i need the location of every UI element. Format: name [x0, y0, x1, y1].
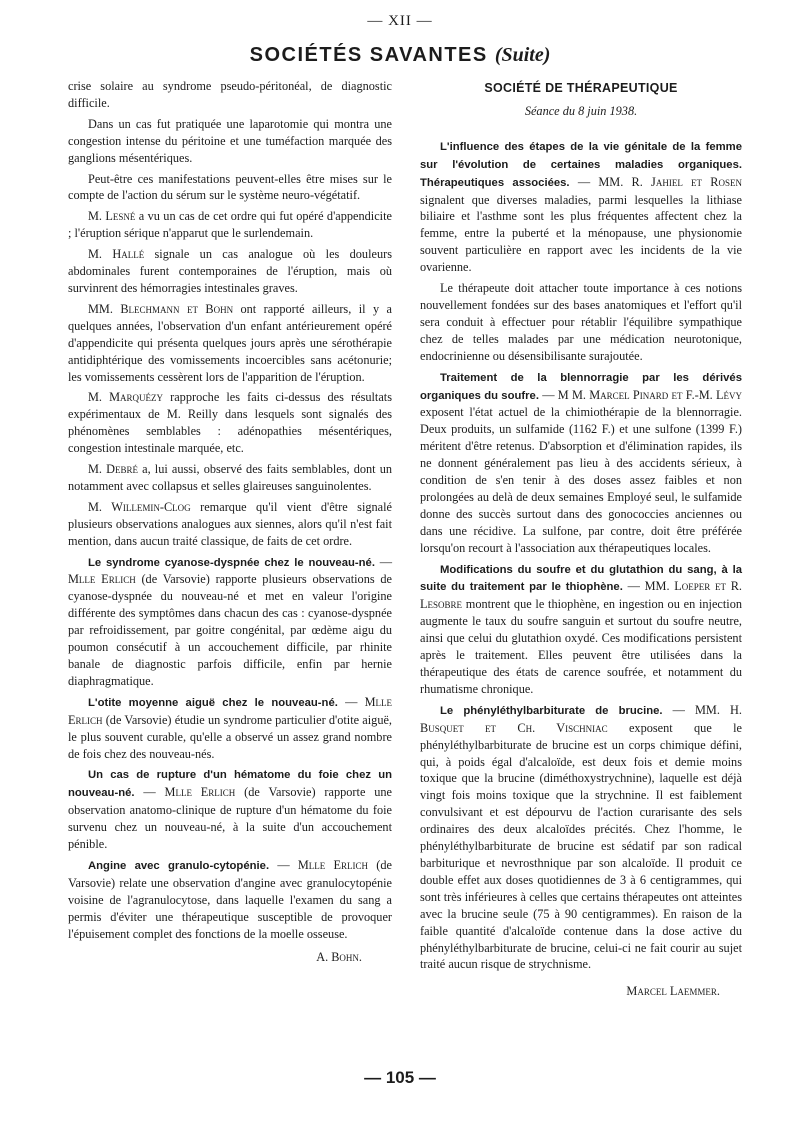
page-folio-roman: — XII — [367, 13, 433, 29]
author-name: MM. H. Busquet et Ch. Vischniac [420, 702, 742, 735]
paragraph-text: a vu un cas de cet ordre qui fut opéré d'appendicite ; l'éruption sérique n'apparut que le surlendemain. [68, 209, 392, 241]
paragraph-text: signale un cas analogue où les douleurs abdominales furent contemporaines de l'éruption, mais où survinrent des hémorragies intestinales graves. [68, 247, 392, 295]
paragraph-text: exposent l'état actuel de la chimiothérapie de la blennorragie. Deux produits, un sulfamide (1162 F.) et une sulfone (1399 F.) méritent d'être retenus. D'absorption et d'élimination rapides, ils ne donnent généralement pas lieu à des accidents sérieux, à condition de s'en tenir à des doses assez faibles et non prolongées au delà de deux semaines Employé seul, le sulfamide donne des succès surtout dans des gonococcies anciennes ou dans une récidive. La sulfone, par contre, doit être préférée lorsqu'on recourt à l'association aux thérapeutiques locales. [420, 405, 742, 555]
paragraph: Le thérapeute doit attacher toute importance à ces notions nouvellement fondées sur des bases anatomiques et l'effort qu'il sera conduit à effectuer pour rétablir l'équilibre sympathique chez de telles malades par une médication neurotonique, endocrinienne ou désensibilisante surajoutée. [420, 281, 742, 363]
session-date: Séance du 8 juin 1938. [524, 103, 638, 118]
communication-title: Un cas de rupture d'un hématome du foie chez un nouveau-né. [68, 769, 392, 800]
paragraph [68, 389, 392, 457]
society-heading: SOCIÉTÉ DE THÉRAPEUTIQUE [484, 81, 678, 95]
author-name: Mlle Erlich [297, 857, 369, 872]
communication: Modifications du soufre et du glutathion du sang, à la suite du traitement par le thiophène. — MM. Loeper et R. Lesobre montrent que le thiophène, en ingestion ou en injection augmente le taux du soufre sanguin et surtout du soufre neutre, ainsi que celui du glutathion oxydé. Ces modifications persistent après le traitement. Elles peuvent être utilisées dans la thérapeutique des états de carence soufrée, et notamment du rhumatisme chronique. [420, 563, 742, 696]
author-name: Mlle Erlich [164, 785, 236, 800]
author-name: MM. R. Jahiel et Rosen [598, 174, 742, 189]
paragraph-text: (de Varsovie) rapporte plusieurs observations de cyanose-dyspnée du nouveau-né et met en valeur l'origine différente des symptômes dans chacun des cas : cyanose-dyspnée par refroidissement, par goitre congénital, par œdème aigu du poumon consécutif à un accouchement difficile, par rhinite banale de diagnostic parfois difficile, enfin par hernie diaphragmatique. [68, 572, 392, 688]
paragraph: Peut-être ces manifestations peuvent-elles être mises sur le compte de l'action du sérum sur le système neuro-végétatif. [68, 171, 392, 203]
paragraph-text: montrent que le thiophène, en ingestion ou en injection augmente le taux du soufre sanguin et surtout du soufre neutre, ainsi que celui du glutathion oxydé. Ces modifications persistent après le traitement. Elles peuvent être utilisées dans la thérapeutique des états de carence soufrée, et notamment du rhumatisme chronique. [420, 597, 742, 696]
author-name: M. Willemin-Clog [88, 499, 191, 514]
paragraph-text: (de Varsovie) rapporte une observation anatomo-clinique de rupture d'un hématome du foie survenu chez un nouveau-né, à la suite d'un accouchement pénible. [68, 785, 392, 852]
paragraph [68, 461, 392, 495]
paragraph-text: ont rapporté ailleurs, il y a quelques années, l'observation d'un enfant antérieurement opéré d'appendicite qui présenta quelques jours après une sérothérapie antidiphtérique des vomissements incoercibles sans acétonurie; les vomissements cessèrent lors de l'apparition de l'éruption. [68, 301, 392, 384]
paragraph [68, 208, 392, 242]
paragraph: Dans un cas fut pratiquée une laparotomie qui montra une congestion intense du péritoine et une tuméfaction marquée des ganglions mésentériques. [68, 116, 392, 165]
communication-title: Traitement de la blennorragie par les dérivés organiques du soufre. [420, 371, 742, 402]
author-name: MM. Blechmann et Bohn [88, 301, 234, 316]
signature: Marcel Laemmer. [626, 984, 720, 999]
paragraph: crise solaire au syndrome pseudo-péritonéal, de diagnostic difficile. [68, 79, 392, 110]
section-title-suffix: (Suite) [494, 44, 551, 66]
communication-title: Modifications du soufre et du glutathion du sang, à la suite du traitement par le thiophène. [420, 563, 742, 594]
paragraph-text: rapproche les faits ci-dessus des résultats expérimentaux de M. Reilly dans lesquels sont signalés des phénomènes semblables : adénopathies mésentériques, congestion intestinale marquée, etc. [68, 390, 392, 456]
signature: A. Bohn. [316, 949, 362, 964]
paragraph [68, 499, 392, 550]
page-number: — 105 — [364, 1068, 436, 1087]
author-name: M. Lesné [88, 209, 136, 224]
communication: L'influence des étapes de la vie génitale de la femme sur l'évolution de certaines maladies organiques. Thérapeutiques associées. — MM. R. Jahiel et Rosen signalent que diverses maladies, parmi lesquelles la lithiase biliaire et l'asthme sont les plus fréquentes affectent chez la femme, entre la puberté et la ménopause, une physionomie souvent particulière en rapport avec les incidents de la vie ovarienne. [420, 140, 742, 275]
section-title-text: SOCIÉTÉS SAVANTES [249, 44, 488, 66]
communication-title: L'otite moyenne aiguë chez le nouveau-né. [88, 696, 338, 709]
communication-title: Le syndrome cyanose-dyspnée chez le nouveau-né. [88, 556, 375, 569]
communication: Le syndrome cyanose-dyspnée chez le nouveau-né. — Mlle Erlich (de Varsovie) rapporte plusieurs observations de cyanose-dyspnée du nouveau-né et met en valeur l'origine différente des symptômes dans chacun des cas : cyanose-dyspnée par refroidissement, par goitre congénital, par œdème aigu du poumon consécutif à un accouchement difficile, par rhinite banale de diagnostic parfois difficile, enfin par hernie diaphragmatique. [68, 554, 393, 688]
paragraph-text: (de Varsovie) étudie un syndrome particulier d'otite aiguë, le plus souvent curable, qu'elle a observé un assez grand nombre de fois chez des nouveau-nés. [68, 712, 392, 761]
author-name: MM. Loeper et R. Lesobre [420, 579, 742, 612]
communication: Traitement de la blennorragie par les dérivés organiques du soufre. — M M. Marcel Pinard et F.-M. Lévy exposent l'état actuel de la chimiothérapie de la blennorragie. Deux produits, un sulfamide (1162 F.) et une sulfone (1399 F.) méritent d'être retenus. D'absorption et d'élimination rapides, ils ne donnent généralement pas lieu à des accidents sérieux, à condition de s'en tenir à des doses assez faibles et non prolongées au delà de deux semaines Employé seul, le sulfamide donne des succès surtout dans des gonococcies anciennes ou dans une récidive. La sulfone, par contre, doit être préférée lorsqu'on recourt à l'association aux thérapeutiques locales. [420, 371, 742, 555]
communication-title: Angine avec granulo-cytopénie. [88, 859, 270, 872]
communication-title: L'influence des étapes de la vie génitale de la femme sur l'évolution de certaines maladies organiques. Thérapeutiques associées. [420, 140, 742, 189]
communication: Angine avec granulo-cytopénie. — Mlle Erlich (de Varsovie) relate une observation d'angine avec granulocytopénie voisine de l'agranulocytose, dans laquelle l'examen du sang a permis d'éviter une thérapeutique susceptible de provoquer l'épuisement complet des fonctions de la moelle osseuse. [68, 857, 392, 941]
paragraph [68, 301, 392, 386]
communication: Un cas de rupture d'un hématome du foie chez un nouveau-né. — Mlle Erlich (de Varsovie) rapporte une observation anatomo-clinique de rupture d'un hématome du foie survenu chez un nouveau-né, à la suite d'un accouchement pénible. [68, 769, 392, 852]
author-name: M M. Marcel Pinard et F.-M. Lévy [557, 387, 742, 402]
paragraph-text: a, lui aussi, observé des faits semblables, dont un notamment avec collapsus et selles glaireuses sanguinolentes. [68, 462, 392, 493]
author-name: Mlle Erlich [68, 694, 392, 727]
section-title [0, 44, 800, 67]
paragraph-text: exposent que le phényléthylbarbiturate de brucine est un corps chimique défini, qui, à poids égal d'alcaloïde, est deux fois et demie moins toxique que la brucine (diméthoxystrychnine), laquelle est déjà vingt fois moins toxique que la strychnine. Il est faiblement convulsivant et est dépourvu de l'action curarisante des sels ordinaires des deux alcaloïdes précités. Chez l'homme, le phényléthylbarbiturate de brucine est sédatif par son radical barbiturique et nevrosthnique par son alcaloïde. Il produit ce double effet aux doses quotidiennes de 3 à 6 centigrammes, qui sont très inférieures à celles que certains thérapeutes ont atteintes avec la brucine seule (75 à 90 centigrammes). En raison de la faible quantité d'alcaloïde contenue dans la dose active du phényléthylbarbiturate de brucine, celui-ci ne fait courir au sujet traité aucun risque de strychnisme. [420, 720, 742, 972]
paragraph [68, 246, 392, 297]
paragraph-text: signalent que diverses maladies, parmi lesquelles la lithiase biliaire et l'asthme sont les plus fréquentes affectent chez la femme, entre la puberté et la ménopause, une physionomie souvent particulière en rapport avec les incidents de la vie ovarienne. [420, 192, 742, 275]
paragraph-text: (de Varsovie) relate une observation d'angine avec granulocytopénie voisine de l'agranulocytose, dans laquelle l'examen du sang a permis d'éviter une thérapeutique susceptible de provoquer l'épuisement complet des fonctions de la moelle osseuse. [68, 857, 392, 941]
author-name: M. Marquézy [88, 390, 164, 405]
communication: L'otite moyenne aiguë chez le nouveau-né. — Mlle Erlich (de Varsovie) étudie un syndrome particulier d'otite aiguë, le plus souvent curable, qu'elle a observé un assez grand nombre de fois chez des nouveau-nés. [68, 694, 392, 761]
author-name: M. Hallé [88, 247, 145, 262]
author-name: M. Debré [88, 462, 139, 477]
left-column [68, 78, 392, 965]
right-column [420, 78, 742, 1000]
author-name: Mlle Erlich [68, 572, 136, 587]
communication-title: Le phényléthylbarbiturate de brucine. [440, 704, 663, 717]
paragraph-text: remarque qu'il vient d'être signalé plusieurs observations analogues aux siennes, alors qu'il n'est fait mention, dans aucun traité classique, de faits de cet ordre. [68, 499, 393, 548]
communication: Le phényléthylbarbiturate de brucine. — MM. H. Busquet et Ch. Vischniac exposent que le phényléthylbarbiturate de brucine est un corps chimique défini, qui, à poids égal d'alcaloïde, est deux fois et demie moins toxique que la brucine (diméthoxystrychnine), laquelle est déjà vingt fois moins toxique que la strychnine. Il est faiblement convulsivant et est dépourvu de l'action curarisante des sels ordinaires des deux alcaloïdes précités. Chez l'homme, le phényléthylbarbiturate de brucine est sédatif par son radical barbiturique et nevrosthnique par son alcaloïde. Il produit ce double effet aux doses quotidiennes de 3 à 6 centigrammes, qui sont très inférieures à celles que certains thérapeutes ont atteintes avec la brucine seule (75 à 90 centigrammes). En raison de la faible quantité d'alcaloïde contenue dans la dose active du phényléthylbarbiturate de brucine, celui-ci ne fait courir au sujet traité aucun risque de strychnisme. [420, 702, 742, 972]
